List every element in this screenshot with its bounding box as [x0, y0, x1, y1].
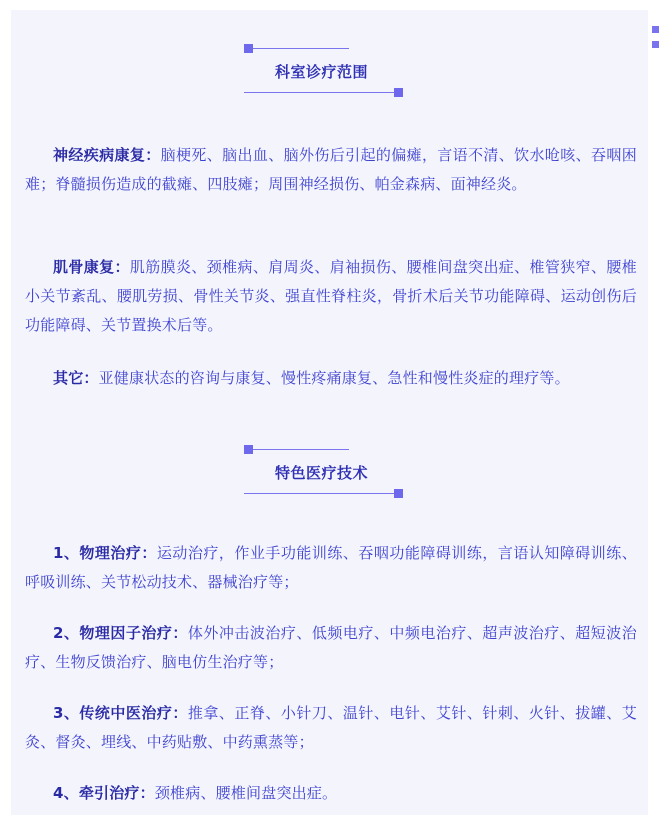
section-title-block: [0, 44, 659, 104]
paragraph-other: [25, 364, 637, 393]
title-ornament-line: [253, 449, 349, 450]
paragraph-physical-factor-therapy: [25, 619, 637, 677]
paragraph-text: 推拿、正脊、小针刀、温针、电针、艾针、针刺、火针、拔罐、艾灸、督灸、埋线、中药贴敷、中药熏蒸等；: [25, 704, 637, 751]
paragraph-text: 颈椎病、腰椎间盘突出症。: [154, 784, 338, 802]
paragraph-traction-therapy: [25, 779, 637, 808]
paragraph-text: 脑梗死、脑出血、脑外伤后引起的偏瘫，言语不清、饮水呛咳、吞咽困难；脊髓损伤造成的截瘫、四肢瘫；周围神经损伤、帕金森病、面神经炎。: [25, 146, 637, 193]
section-title-block: [0, 445, 659, 505]
paragraph-label: 3、传统中医治疗：: [53, 704, 188, 722]
section-title: 特色医疗技术: [274, 464, 368, 482]
title-ornament-line: [253, 48, 349, 49]
title-ornament-square: [394, 88, 403, 97]
paragraph-label: 2、物理因子治疗：: [53, 624, 188, 642]
paragraph-label: 其它：: [53, 369, 99, 387]
paragraph-tcm-therapy: [25, 699, 637, 757]
paragraph-text: 体外冲击波治疗、低频电疗、中频电治疗、超声波治疗、超短波治疗、生物反馈治疗、脑电仿生治疗等；: [25, 624, 637, 671]
title-ornament-line: [244, 92, 395, 93]
paragraph-neuro-rehab: [25, 141, 637, 199]
title-ornament-line: [244, 493, 395, 494]
title-ornament-square: [394, 489, 403, 498]
paragraph-text: 亚健康状态的咨询与康复、慢性疼痛康复、急性和慢性炎症的理疗等。: [98, 369, 570, 387]
paragraph-label: 神经疾病康复：: [53, 146, 161, 164]
paragraph-musculoskeletal-rehab: [25, 253, 637, 340]
section-title: 科室诊疗范围: [274, 63, 368, 81]
edge-marker-top: [652, 26, 659, 33]
title-ornament-square: [244, 445, 253, 454]
paragraph-label: 1、物理治疗：: [53, 544, 157, 562]
content-card: [11, 10, 648, 815]
paragraph-text: 运动治疗，作业手功能训练、吞咽功能障碍训练，言语认知障碍训练、呼吸训练、关节松动技术、器械治疗等；: [25, 544, 637, 591]
paragraph-text: 肌筋膜炎、颈椎病、肩周炎、肩袖损伤、腰椎间盘突出症、椎管狭窄、腰椎小关节紊乱、腰肌劳损、骨性关节炎、强直性脊柱炎，骨折术后关节功能障碍、运动创伤后功能障碍、关节置换术后等。: [25, 258, 637, 334]
paragraph-physical-therapy: [25, 539, 637, 597]
title-ornament-square: [244, 44, 253, 53]
paragraph-label: 肌骨康复：: [53, 258, 130, 276]
paragraph-label: 4、牵引治疗：: [53, 784, 155, 802]
